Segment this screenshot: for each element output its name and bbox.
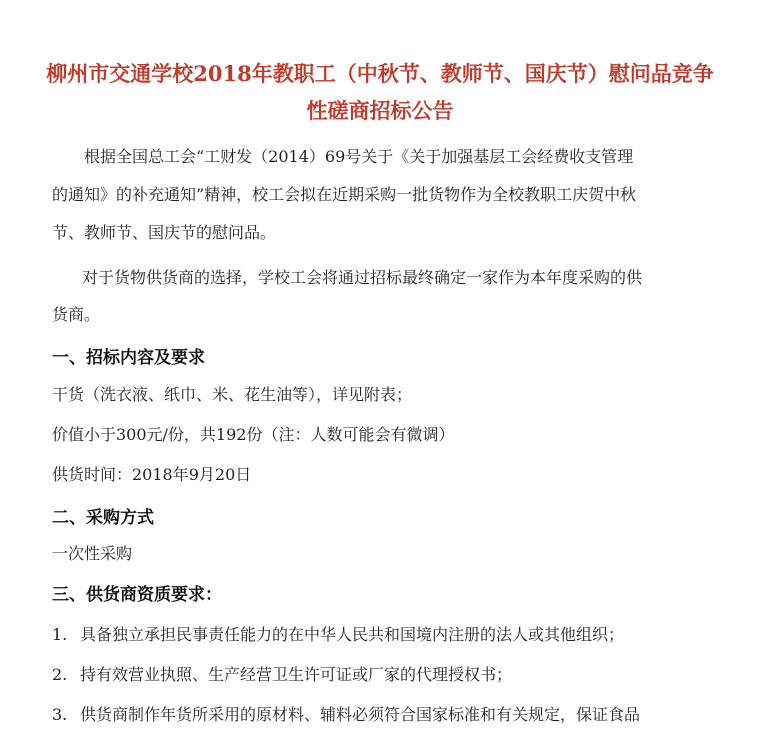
list-item-text: 供货商制作年货所采用的原材料、辅料必须符合国家标准和有关规定，保证食品 — [80, 705, 641, 724]
list-item-number: 3. — [52, 705, 68, 724]
list-item — [52, 622, 624, 645]
list-item — [52, 702, 640, 725]
paragraph-1-line-1: 根据全国总工会“工财发（2014）69号关于《关于加强基层工会经费收支管理 — [84, 147, 634, 166]
list-item — [52, 662, 512, 685]
section-2-body: 一次性采购 — [52, 544, 133, 563]
paragraph-1-line-3: 节、教师节、国庆节的慰问品。 — [52, 223, 277, 242]
section-1-item-3: 供货时间：2018年9月20日 — [52, 465, 252, 484]
list-item-number: 2. — [52, 665, 68, 684]
list-item-number: 1. — [52, 625, 68, 644]
section-3-heading: 三、供货商资质要求： — [52, 585, 222, 605]
section-1-item-1: 干货（洗衣液、纸巾、米、花生油等），详见附表； — [52, 385, 413, 404]
section-1-item-2: 价值小于300元/份，共192份（注：人数可能会有微调） — [52, 425, 455, 444]
list-item-text: 具备独立承担民事责任能力的在中华人民共和国境内注册的法人或其他组织； — [80, 625, 625, 644]
section-1-heading: 一、招标内容及要求 — [52, 348, 205, 368]
paragraph-2-line-1: 对于货物供货商的选择，学校工会将通过招标最终确定一家作为本年度采购的供 — [82, 268, 643, 287]
page-title-line-2: 性磋商招标公告 — [306, 98, 454, 123]
paragraph-1-line-2: 的通知》的补充通知”精神，校工会拟在近期采购一批货物作为全校教职工庆贺中秋 — [52, 185, 637, 204]
list-item-text: 持有效营业执照、生产经营卫生许可证或厂家的代理授权书； — [80, 665, 513, 684]
paragraph-2-line-2: 货商。 — [52, 305, 101, 324]
page-title-line-1: 柳州市交通学校2018年教职工（中秋节、教师节、国庆节）慰问品竞争 — [46, 61, 714, 86]
section-2-heading: 二、采购方式 — [52, 508, 154, 528]
